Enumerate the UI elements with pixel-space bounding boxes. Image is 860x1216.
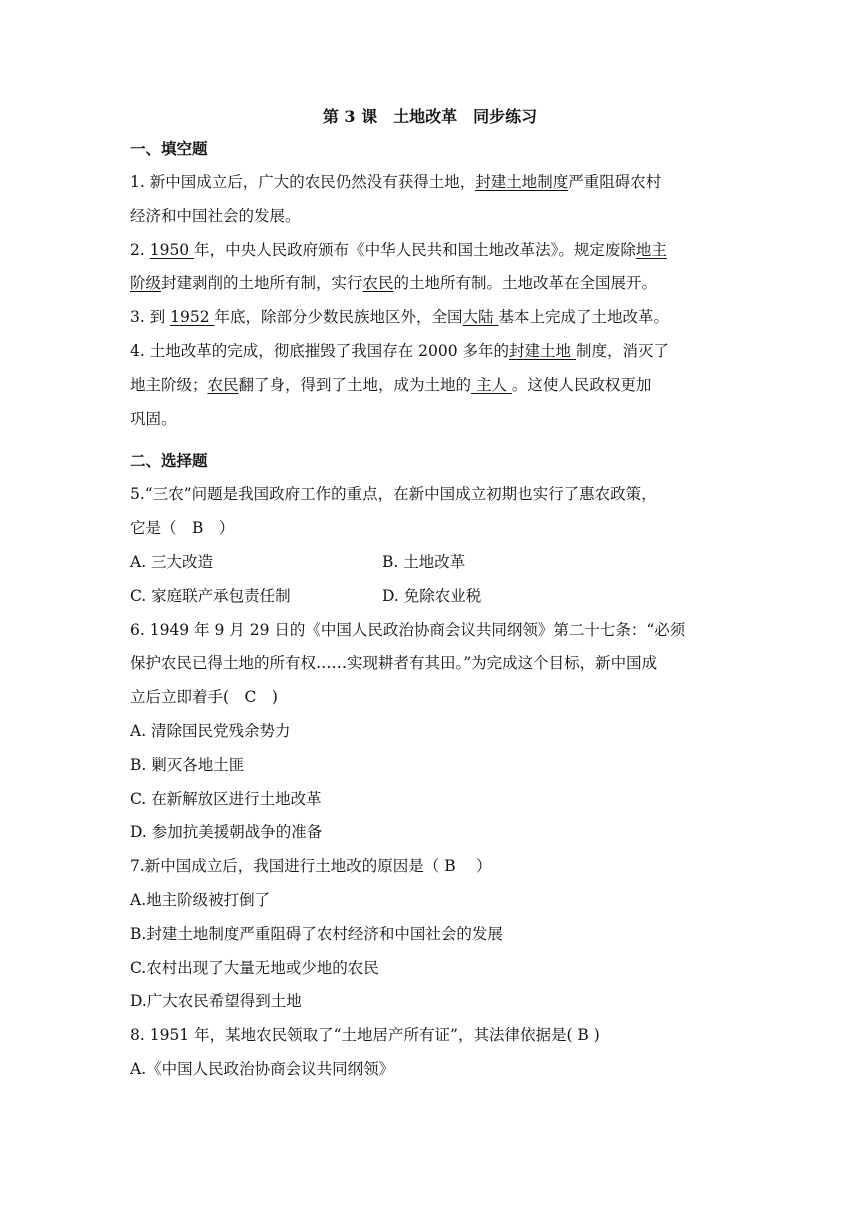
- question-7-line-1: 7.新中国成立后，我国进行土地改的原因是（ B ）: [130, 857, 492, 876]
- option-a: A.地主阶级被打倒了: [130, 890, 271, 909]
- section-fill-blank-heading: 一、填空题: [130, 139, 208, 158]
- option-b: B. 剿灭各地土匪: [130, 755, 245, 774]
- answer-blank: 地主: [635, 240, 667, 259]
- question-3-line-1: 3. 到 1952 年底，除部分少数民族地区外，全国大陆 基本上完成了土地改革。: [130, 308, 669, 327]
- question-4-line-2: 地主阶级；农民翻了身，得到了土地，成为土地的 主人 。这使人民政权更加: [130, 375, 652, 394]
- question-4-line-3: 巩固。: [130, 409, 177, 428]
- answer-blank: 阶级: [130, 274, 162, 293]
- question-1-line-1: 1. 新中国成立后，广大的农民仍然没有获得土地，封建土地制度严重阻碍农村: [130, 173, 662, 191]
- answer-blank: 大陆: [462, 308, 499, 327]
- question-4-line-1: 4. 土地改革的完成，彻底摧毁了我国存在 2000 多年的封建土地 制度，消灭了: [130, 341, 669, 360]
- answer-blank: 农民: [362, 274, 394, 293]
- option-a: A. 三大改造: [130, 552, 214, 571]
- question-2-line-2: 阶级封建剥削的土地所有制，实行农民的土地所有制。土地改革在全国展开。: [130, 274, 658, 293]
- question-6-line-1: 6. 1949 年 9 月 29 日的《中国人民政治协商会议共同纲领》第二十七条：“必须: [130, 620, 686, 639]
- page-title: 第 3 课 土地改革 同步练习: [322, 107, 538, 126]
- question-1-line-2: 经济和中国社会的发展。: [130, 206, 301, 225]
- answer-blank: 1950: [149, 240, 195, 259]
- answer-blank: 主人: [471, 375, 512, 394]
- option-b: B. 土地改革: [382, 552, 466, 571]
- question-8-line-1: 8. 1951 年，某地农民领取了“土地居产所有证”，其法律依据是( B ): [130, 1026, 600, 1045]
- option-a: A. 清除国民党残余势力: [130, 721, 291, 740]
- option-d: D. 参加抗美援朝战争的准备: [130, 823, 323, 842]
- option-b: B.封建土地制度严重阻碍了农村经济和中国社会的发展: [130, 924, 503, 943]
- answer-blank: 1952: [170, 308, 215, 327]
- option-d: D. 免除农业税: [382, 586, 482, 605]
- question-5-options-row-1: [130, 546, 730, 580]
- worksheet-content: [130, 102, 730, 1087]
- question-5-options-row-2: [130, 580, 730, 614]
- option-c: C.农村出现了大量无地或少地的农民: [130, 958, 379, 977]
- question-6-line-3: 立后立即着手( C ): [130, 688, 278, 707]
- question-5-line-1: 5.“三农”问题是我国政府工作的重点，在新中国成立初期也实行了惠农政策，: [130, 485, 657, 504]
- answer-blank: 封建土地: [509, 341, 576, 360]
- section-choice-heading: 二、选择题: [130, 451, 208, 471]
- option-c: C. 家庭联产承包责任制: [130, 586, 291, 605]
- option-a: A.《中国人民政治协商会议共同纲领》: [130, 1059, 395, 1078]
- answer-blank: 农民: [207, 375, 239, 394]
- option-c: C. 在新解放区进行土地改革: [130, 789, 322, 808]
- question-2-line-1: 2. 1950 年，中央人民政府颁布《中华人民共和国土地改革法》。规定废除地主: [130, 240, 667, 259]
- answer-blank: 封建土地制度: [475, 173, 569, 191]
- question-6-line-2: 保护农民已得土地的所有权……实现耕者有其田。”为完成这个目标，新中国成: [130, 654, 658, 673]
- option-d: D.广大农民希望得到土地: [130, 992, 302, 1011]
- question-5-line-2: 它是（ B ）: [130, 519, 235, 538]
